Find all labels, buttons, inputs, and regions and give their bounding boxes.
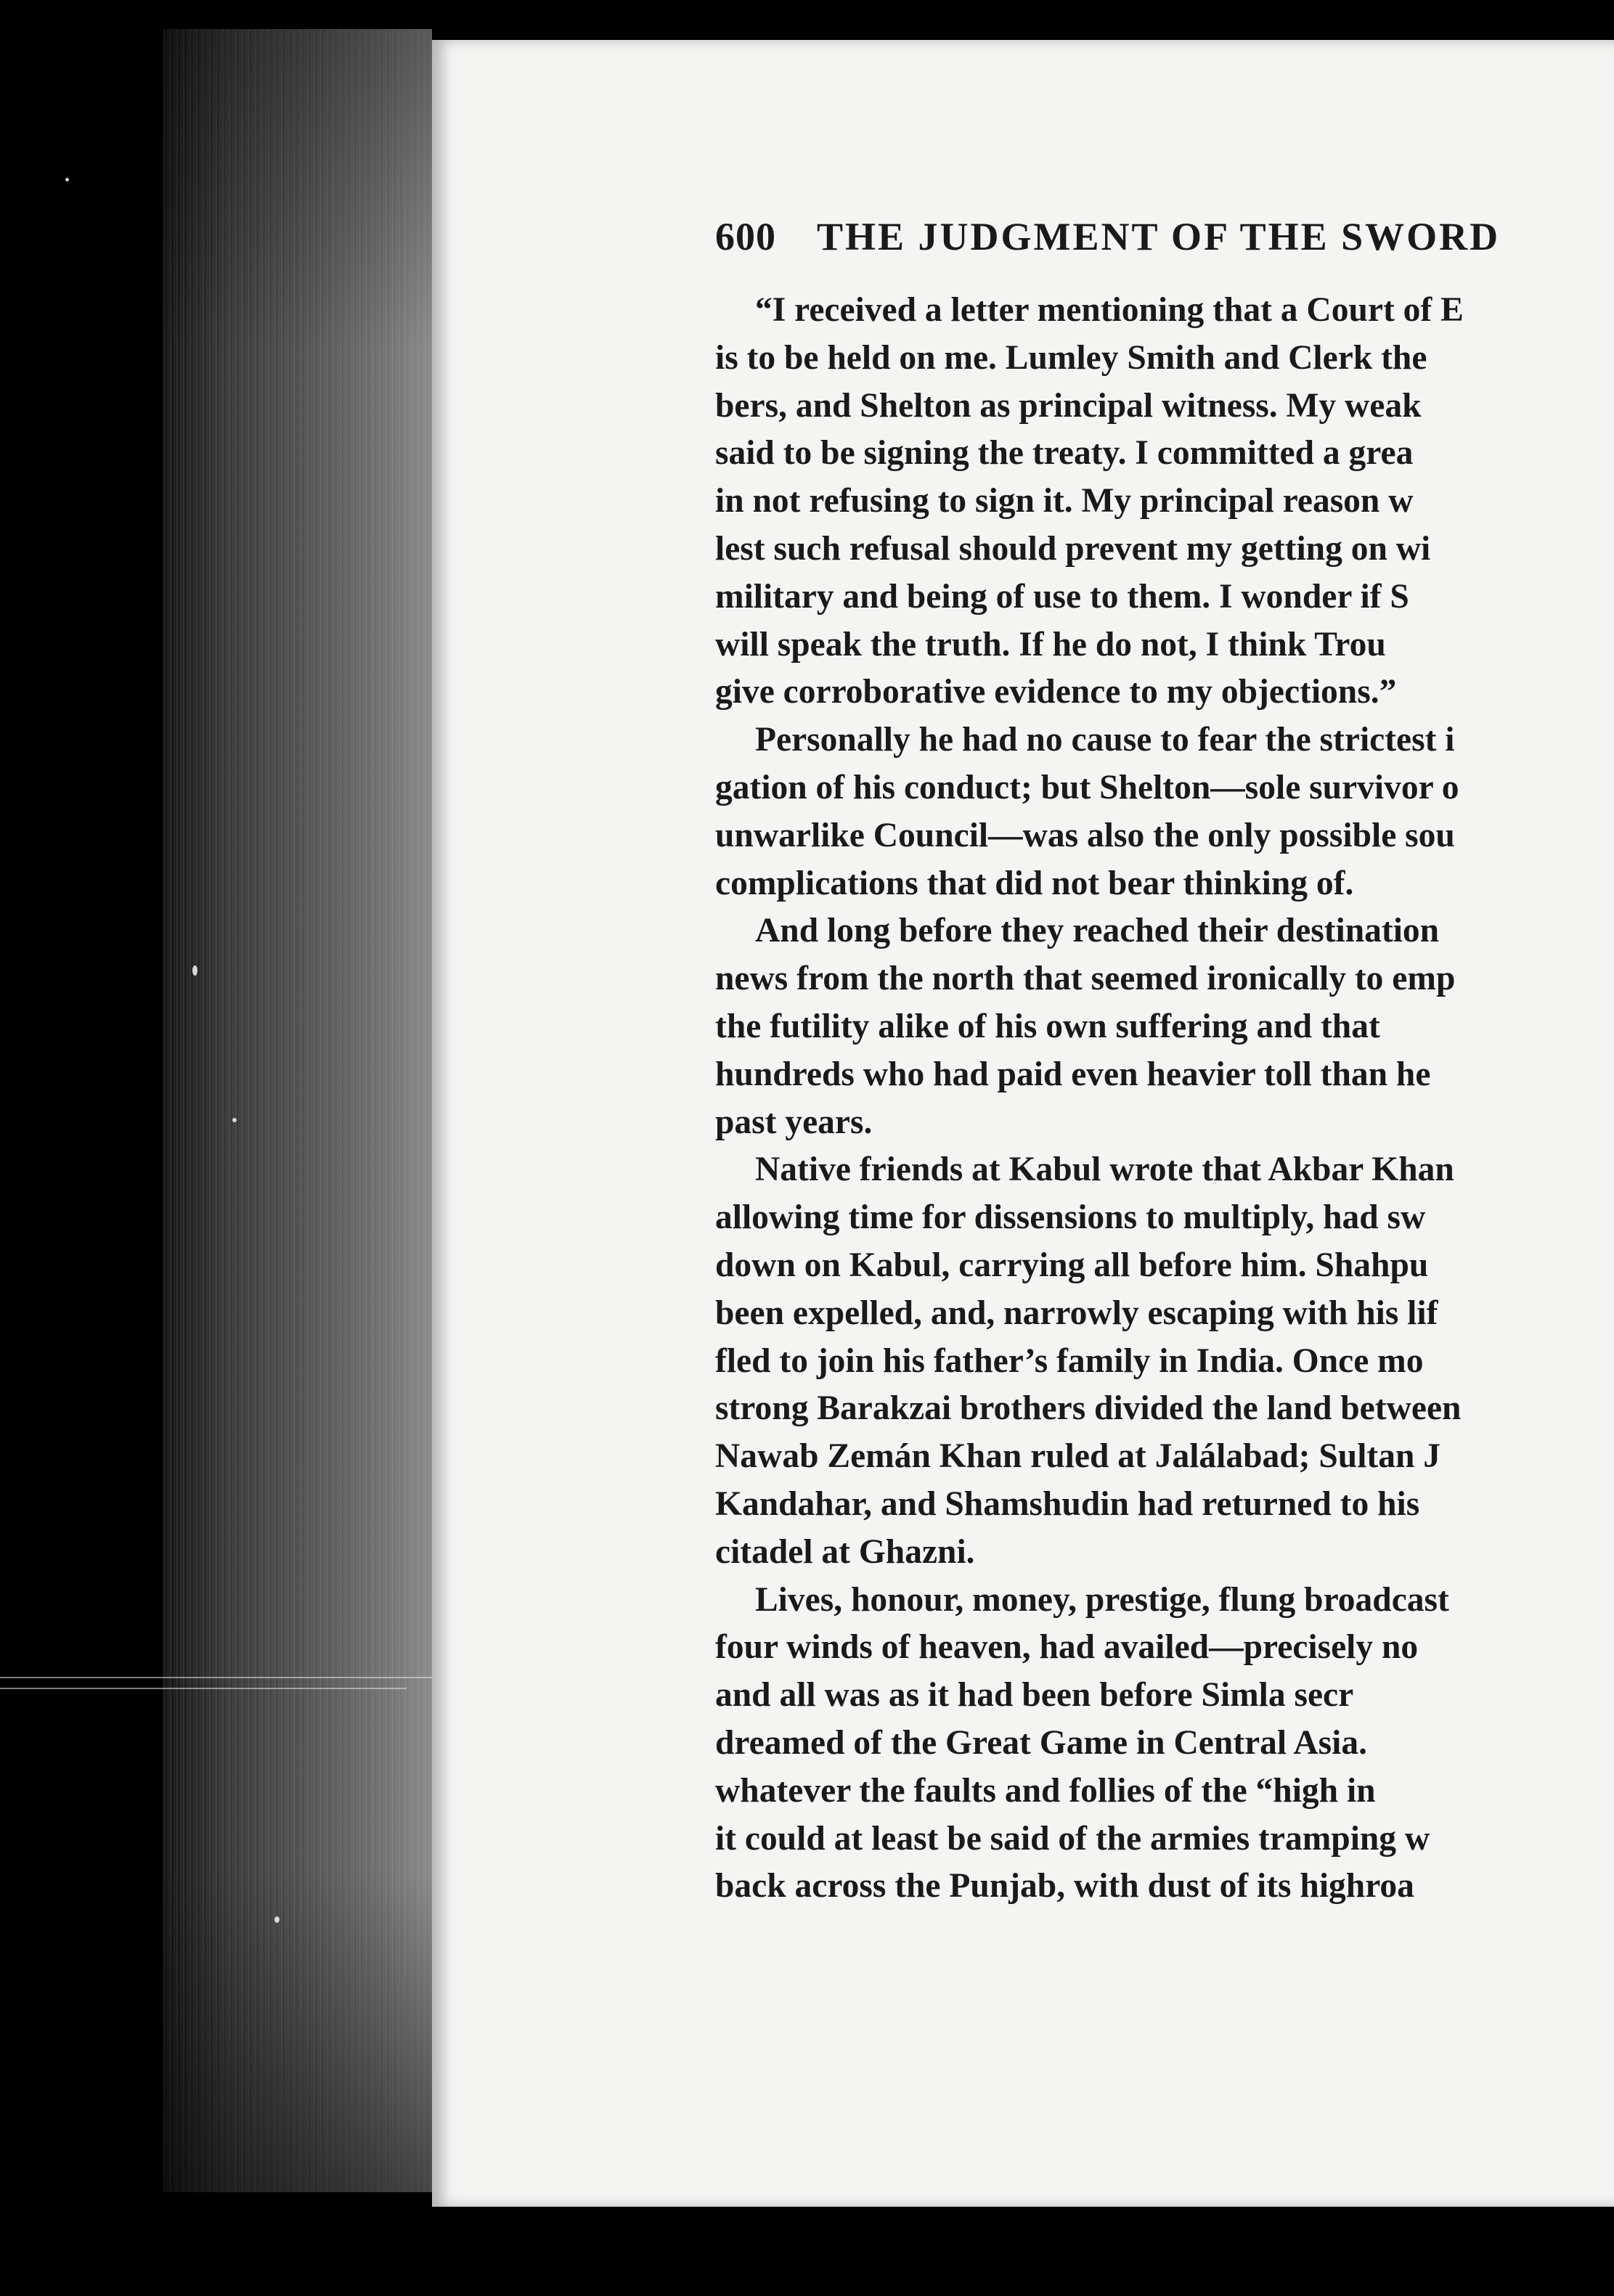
text-line: past years. xyxy=(715,1103,873,1141)
dust-speck xyxy=(274,1916,280,1923)
dust-speck xyxy=(65,178,69,181)
text-line: military and being of use to them. I wonder if S xyxy=(715,577,1409,616)
text-line: allowing time for dissensions to multiply, had sw xyxy=(715,1198,1426,1237)
text-line: Personally he had no cause to fear the strictest i xyxy=(755,721,1455,759)
dust-speck xyxy=(232,1118,237,1122)
text-line: Native friends at Kabul wrote that Akbar Khan xyxy=(755,1151,1454,1189)
running-head-title: THE JUDGMENT OF THE SWORD xyxy=(817,215,1501,258)
text-line: lest such refusal should prevent my getting on wi xyxy=(715,529,1431,568)
text-line: give corroborative evidence to my objections.” xyxy=(715,673,1397,711)
body-text xyxy=(715,287,1614,1911)
text-line: fled to join his father’s family in India. Once mo xyxy=(715,1341,1424,1380)
text-line: dreamed of the Great Game in Central Asia. xyxy=(715,1723,1367,1762)
dust-speck xyxy=(192,965,197,976)
running-head xyxy=(715,214,1614,281)
text-line: back across the Punjab, with dust of its highroa xyxy=(715,1867,1414,1905)
text-line: said to be signing the treaty. I committed a grea xyxy=(715,434,1414,473)
page-stack-shadow xyxy=(163,29,432,2192)
text-line: four winds of heaven, had availed—precisely no xyxy=(715,1628,1419,1667)
text-line: bers, and Shelton as principal witness. My weak xyxy=(715,386,1422,425)
text-line: it could at least be said of the armies tramping w xyxy=(715,1819,1430,1858)
text-line: Kandahar, and Shamshudin had returned to his xyxy=(715,1484,1420,1523)
text-line: whatever the faults and follies of the “high in xyxy=(715,1771,1376,1810)
text-line: the futility alike of his own suffering and that xyxy=(715,1007,1380,1045)
page-number: 600 xyxy=(715,215,776,258)
page-content xyxy=(715,214,1614,1911)
text-line: and all was as it had been before Simla secr xyxy=(715,1676,1354,1715)
text-line: “I received a letter mentioning that a Court of E xyxy=(755,291,1464,329)
text-line: unwarlike Council—was also the only possible sou xyxy=(715,816,1455,854)
text-line: in not refusing to sign it. My principal reason w xyxy=(715,482,1414,520)
text-line: Lives, honour, money, prestige, flung broadcast xyxy=(755,1580,1449,1619)
text-line: complications that did not bear thinking of. xyxy=(715,864,1354,902)
text-line: Nawab Zemán Khan ruled at Jalálabad; Sultan J xyxy=(715,1437,1441,1476)
text-line: is to be held on me. Lumley Smith and Clerk the xyxy=(715,338,1427,377)
text-line: citadel at Ghazni. xyxy=(715,1532,975,1571)
text-line: And long before they reached their destination xyxy=(755,912,1440,950)
scan-artifact-line xyxy=(0,1677,450,1678)
text-line: been expelled, and, narrowly escaping with his lif xyxy=(715,1294,1438,1332)
text-line: hundreds who had paid even heavier toll than he xyxy=(715,1055,1431,1093)
text-line: news from the north that seemed ironically to emp xyxy=(715,960,1456,998)
text-line: will speak the truth. If he do not, I think Trou xyxy=(715,625,1386,663)
text-line: gation of his conduct; but Shelton—sole survivor o xyxy=(715,768,1459,806)
text-line: strong Barakzai brothers divided the land between xyxy=(715,1389,1462,1428)
book-page xyxy=(432,40,1614,2207)
scan-artifact-line xyxy=(0,1688,407,1689)
text-line: down on Kabul, carrying all before him. Shahpu xyxy=(715,1246,1429,1284)
